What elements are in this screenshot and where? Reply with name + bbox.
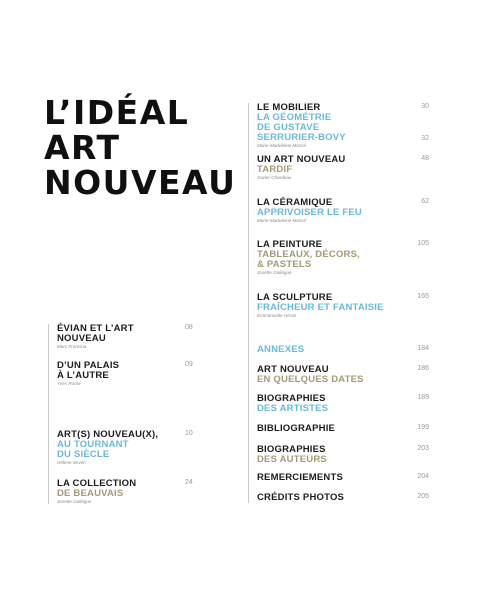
entry-author: Marie-Madeleine Massé <box>257 218 307 223</box>
entry-author: Yves Rome <box>57 381 81 386</box>
toc-entry[interactable] <box>257 394 429 414</box>
entry-author: Emmanuelle Héran <box>257 313 297 318</box>
entry-subtitle: & PASTELS <box>257 259 312 270</box>
entry-title: CRÉDITS PHOTOS <box>257 492 345 503</box>
entry-subtitle: DES ARTISTES <box>257 403 329 414</box>
entry-subtitle: APPRIVOISER LE FEU <box>257 207 362 218</box>
entry-subtitle: AU TOURNANT <box>57 439 129 450</box>
entry-author: Josette Galiègue <box>57 499 92 504</box>
entry-title: BIOGRAPHIES <box>257 393 326 404</box>
toc-entry[interactable] <box>257 493 429 503</box>
entry-title: LA CÉRAMIQUE <box>257 197 333 208</box>
entry-author: Marie-Madeleine Massé <box>257 143 307 148</box>
title-line-3: NOUVEAU <box>44 163 237 202</box>
page-number: 48 <box>421 155 429 162</box>
page-number: 165 <box>417 293 429 300</box>
entry-title: BIBLIOGRAPHIE <box>257 423 336 434</box>
page-number: 32 <box>421 135 429 142</box>
entry-title: REMERCIEMENTS <box>257 472 343 483</box>
entry-subtitle: EN QUELQUES DATES <box>257 374 364 385</box>
page-number: 24 <box>185 479 193 486</box>
toc-entry[interactable] <box>57 430 199 466</box>
entry-subtitle: DES AUTEURS <box>257 454 327 465</box>
toc-right-column <box>248 103 429 503</box>
book-title <box>44 95 236 200</box>
entry-title: ART(S) NOUVEAU(X), <box>57 429 159 440</box>
entry-author: Josette Galiègue <box>257 270 292 275</box>
toc-entry[interactable] <box>257 240 429 276</box>
page-number: 186 <box>417 365 429 372</box>
entry-title: LA PEINTURE <box>257 239 323 250</box>
toc-entry[interactable] <box>257 155 429 181</box>
page-number: 08 <box>185 324 193 331</box>
entry-title: LE MOBILIER <box>257 102 321 113</box>
toc-entry[interactable] <box>57 479 199 505</box>
page-number: 203 <box>417 445 429 452</box>
toc-entry[interactable] <box>57 324 199 350</box>
toc-entry[interactable] <box>257 473 429 483</box>
entry-title: UN ART NOUVEAU <box>257 154 346 165</box>
entry-subtitle: FRAÎCHEUR ET FANTAISIE <box>257 302 384 313</box>
entry-title: ANNEXES <box>257 344 305 355</box>
page-number: 09 <box>185 361 193 368</box>
toc-entry[interactable] <box>57 361 199 387</box>
title-line-1: L’IDÉAL <box>44 93 190 132</box>
page-number: 205 <box>417 493 429 500</box>
page-number: 199 <box>417 424 429 431</box>
page-number: 184 <box>417 345 429 352</box>
entry-author: Xavier Chardeau <box>257 175 292 180</box>
entry-author: Hélène Sirven <box>57 460 86 465</box>
entry-subtitle: TARDIF <box>257 164 293 175</box>
page-number: 10 <box>185 430 193 437</box>
entry-subtitle: À L’AUTRE <box>57 370 109 381</box>
entry-title: LA SCULPTURE <box>257 292 333 303</box>
entry-subtitle: TABLEAUX, DÉCORS, <box>257 249 360 260</box>
entry-author: Marc Francina <box>57 344 87 349</box>
entry-title: BIOGRAPHIES <box>257 444 326 455</box>
page-number: 30 <box>421 103 429 110</box>
toc-entry[interactable] <box>257 365 429 385</box>
page-number: 105 <box>417 240 429 247</box>
entry-title: ÉVIAN ET L’ART <box>57 323 134 334</box>
title-line-2: ART <box>44 128 121 167</box>
page-number: 204 <box>417 473 429 480</box>
toc-entry[interactable] <box>257 103 429 149</box>
toc-entry[interactable] <box>257 445 429 465</box>
entry-subtitle: DE GUSTAVE <box>257 122 320 133</box>
page-number: 189 <box>417 394 429 401</box>
toc-entry[interactable] <box>257 345 429 355</box>
toc-left-column <box>48 324 199 504</box>
page-number: 62 <box>421 198 429 205</box>
entry-title: ART NOUVEAU <box>257 364 329 375</box>
entry-title: LA COLLECTION <box>57 478 137 489</box>
entry-subtitle: DE BEAUVAIS <box>57 488 124 499</box>
toc-entry[interactable] <box>257 424 429 434</box>
entry-subtitle: NOUVEAU <box>57 333 106 344</box>
toc-entry[interactable] <box>257 293 429 319</box>
entry-subtitle: DU SIÈCLE <box>57 449 110 460</box>
toc-entry[interactable] <box>257 198 429 224</box>
entry-title: D’UN PALAIS <box>57 360 120 371</box>
entry-subtitle: LA GÉOMÉTRIE <box>257 112 332 123</box>
entry-subtitle: SERRURIER-BOVY <box>257 132 346 143</box>
